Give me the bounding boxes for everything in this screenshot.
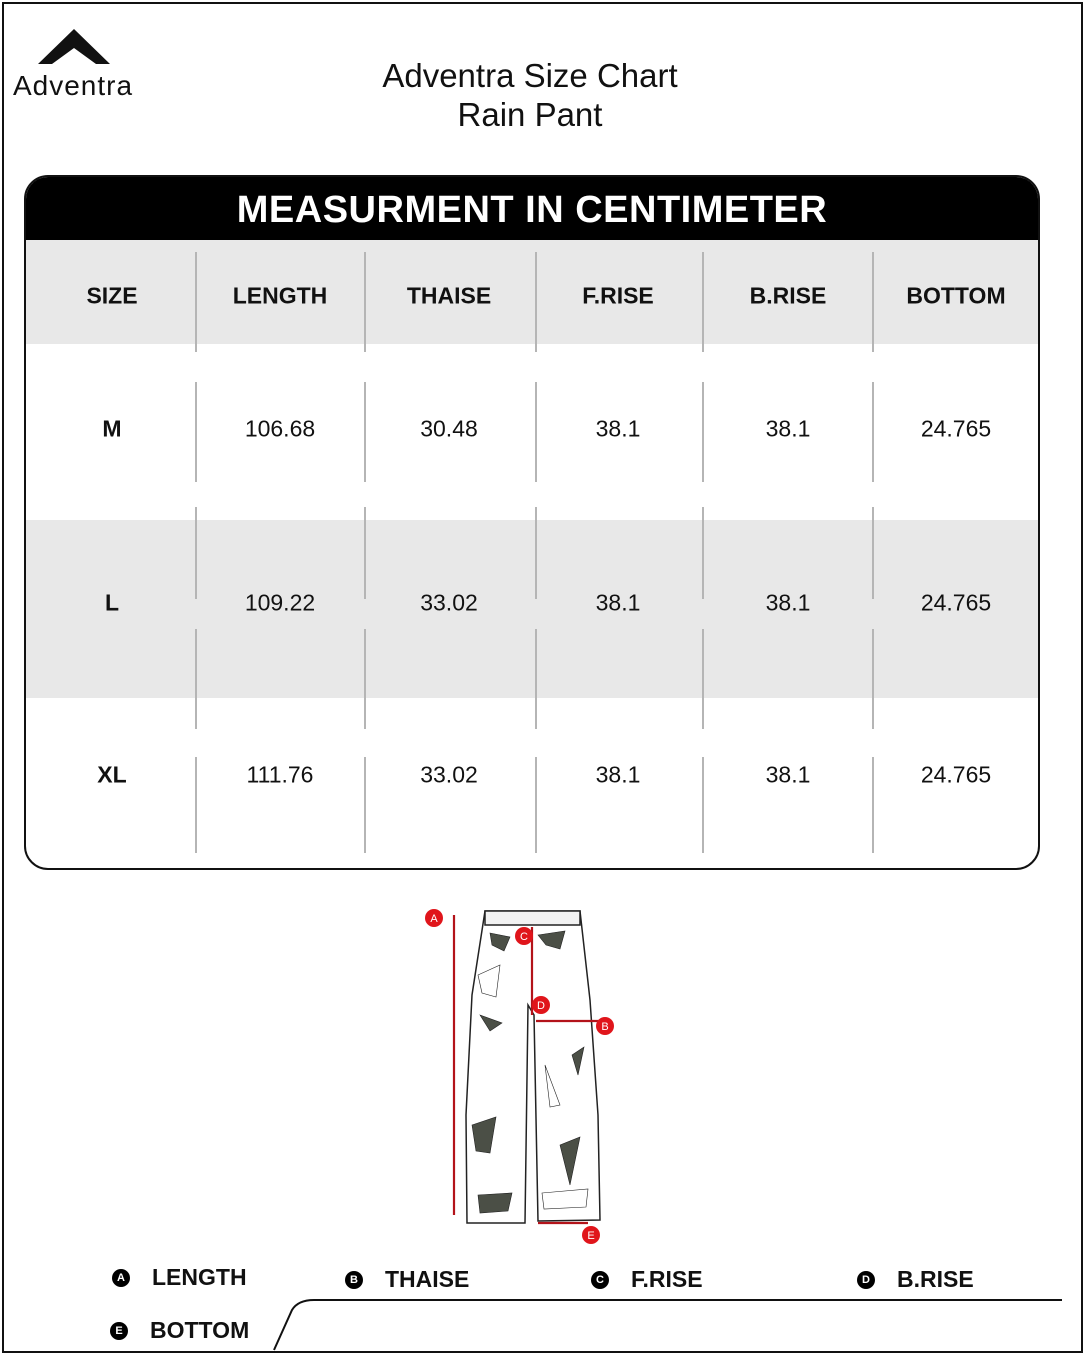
marker-b — [596, 1017, 614, 1035]
column-divider — [195, 252, 197, 352]
cell-frise: 38.1 — [595, 415, 641, 442]
header-bottom: BOTTOM — [906, 282, 1006, 309]
cell-brise: 38.1 — [765, 761, 811, 788]
cell-bottom: 24.765 — [920, 761, 992, 788]
column-divider — [195, 629, 197, 729]
logo-mark-icon — [36, 26, 112, 66]
column-divider — [535, 629, 537, 729]
column-divider — [702, 382, 704, 482]
cell-thaise: 33.02 — [420, 761, 478, 788]
marker-e — [582, 1226, 600, 1244]
size-label: L — [104, 589, 120, 616]
header-thaise: THAISE — [406, 282, 492, 309]
cell-thaise: 30.48 — [420, 415, 478, 442]
legend-item-frise — [591, 1266, 703, 1293]
column-divider — [872, 507, 874, 599]
legend-label-frise: F.RISE — [631, 1266, 703, 1292]
title-line-1: Adventra Size Chart — [382, 57, 678, 94]
table-banner: MEASURMENT IN CENTIMETER — [26, 177, 1038, 240]
column-divider — [195, 757, 197, 853]
header-size: SIZE — [86, 282, 138, 309]
cell-frise: 38.1 — [595, 761, 641, 788]
column-divider — [364, 507, 366, 599]
cell-thaise: 33.02 — [420, 589, 478, 616]
column-divider — [872, 252, 874, 352]
legend-item-brise — [857, 1266, 974, 1293]
legend-label-brise: B.RISE — [897, 1266, 974, 1292]
column-divider — [872, 757, 874, 853]
cell-brise: 38.1 — [765, 415, 811, 442]
legend-label-bottom: BOTTOM — [150, 1317, 250, 1343]
column-divider — [535, 507, 537, 599]
header-length: LENGTH — [232, 282, 328, 309]
size-table — [24, 175, 1040, 870]
svg-text:B: B — [601, 1021, 609, 1033]
column-divider — [702, 507, 704, 599]
pants-diagram — [420, 905, 620, 1245]
svg-text:A: A — [430, 913, 438, 925]
legend-badge-d: D — [857, 1271, 875, 1289]
legend-badge-e: E — [110, 1322, 128, 1340]
marker-a — [425, 909, 443, 927]
decorative-swoosh — [270, 1292, 1070, 1352]
cell-bottom: 24.765 — [920, 415, 992, 442]
svg-text:C: C — [520, 931, 528, 943]
title-line-2: Rain Pant — [457, 96, 603, 133]
cell-bottom: 24.765 — [920, 589, 992, 616]
column-divider — [364, 382, 366, 482]
column-divider — [195, 507, 197, 599]
legend-label-length: LENGTH — [152, 1264, 247, 1290]
svg-text:D: D — [537, 1000, 545, 1012]
cell-length: 109.22 — [244, 589, 316, 616]
legend-item-thaise — [345, 1266, 469, 1293]
column-divider — [702, 629, 704, 729]
column-divider — [364, 629, 366, 729]
cell-brise: 38.1 — [765, 589, 811, 616]
column-divider — [535, 757, 537, 853]
column-divider — [535, 382, 537, 482]
header-brise: B.RISE — [749, 282, 827, 309]
column-divider — [872, 382, 874, 482]
brand-name: Adventra — [12, 70, 134, 101]
marker-d — [532, 996, 550, 1014]
header-frise: F.RISE — [582, 282, 654, 309]
cell-length: 106.68 — [244, 415, 316, 442]
legend-badge-b: B — [345, 1271, 363, 1289]
column-divider — [872, 629, 874, 729]
legend-item-bottom — [110, 1317, 249, 1344]
svg-text:E: E — [587, 1230, 595, 1242]
page-title — [330, 56, 730, 134]
column-divider — [364, 252, 366, 352]
legend-item-length — [112, 1264, 247, 1291]
legend-badge-c: C — [591, 1271, 609, 1289]
marker-c — [515, 927, 533, 945]
column-divider — [364, 757, 366, 853]
column-divider — [702, 252, 704, 352]
cell-length: 111.76 — [246, 761, 314, 788]
column-divider — [535, 252, 537, 352]
cell-frise: 38.1 — [595, 589, 641, 616]
size-label: M — [102, 415, 122, 442]
legend-badge-a: A — [112, 1269, 130, 1287]
column-divider — [702, 757, 704, 853]
legend-label-thaise: THAISE — [385, 1266, 470, 1292]
column-divider — [195, 382, 197, 482]
size-label: XL — [97, 761, 127, 788]
brand-logo — [8, 26, 138, 102]
